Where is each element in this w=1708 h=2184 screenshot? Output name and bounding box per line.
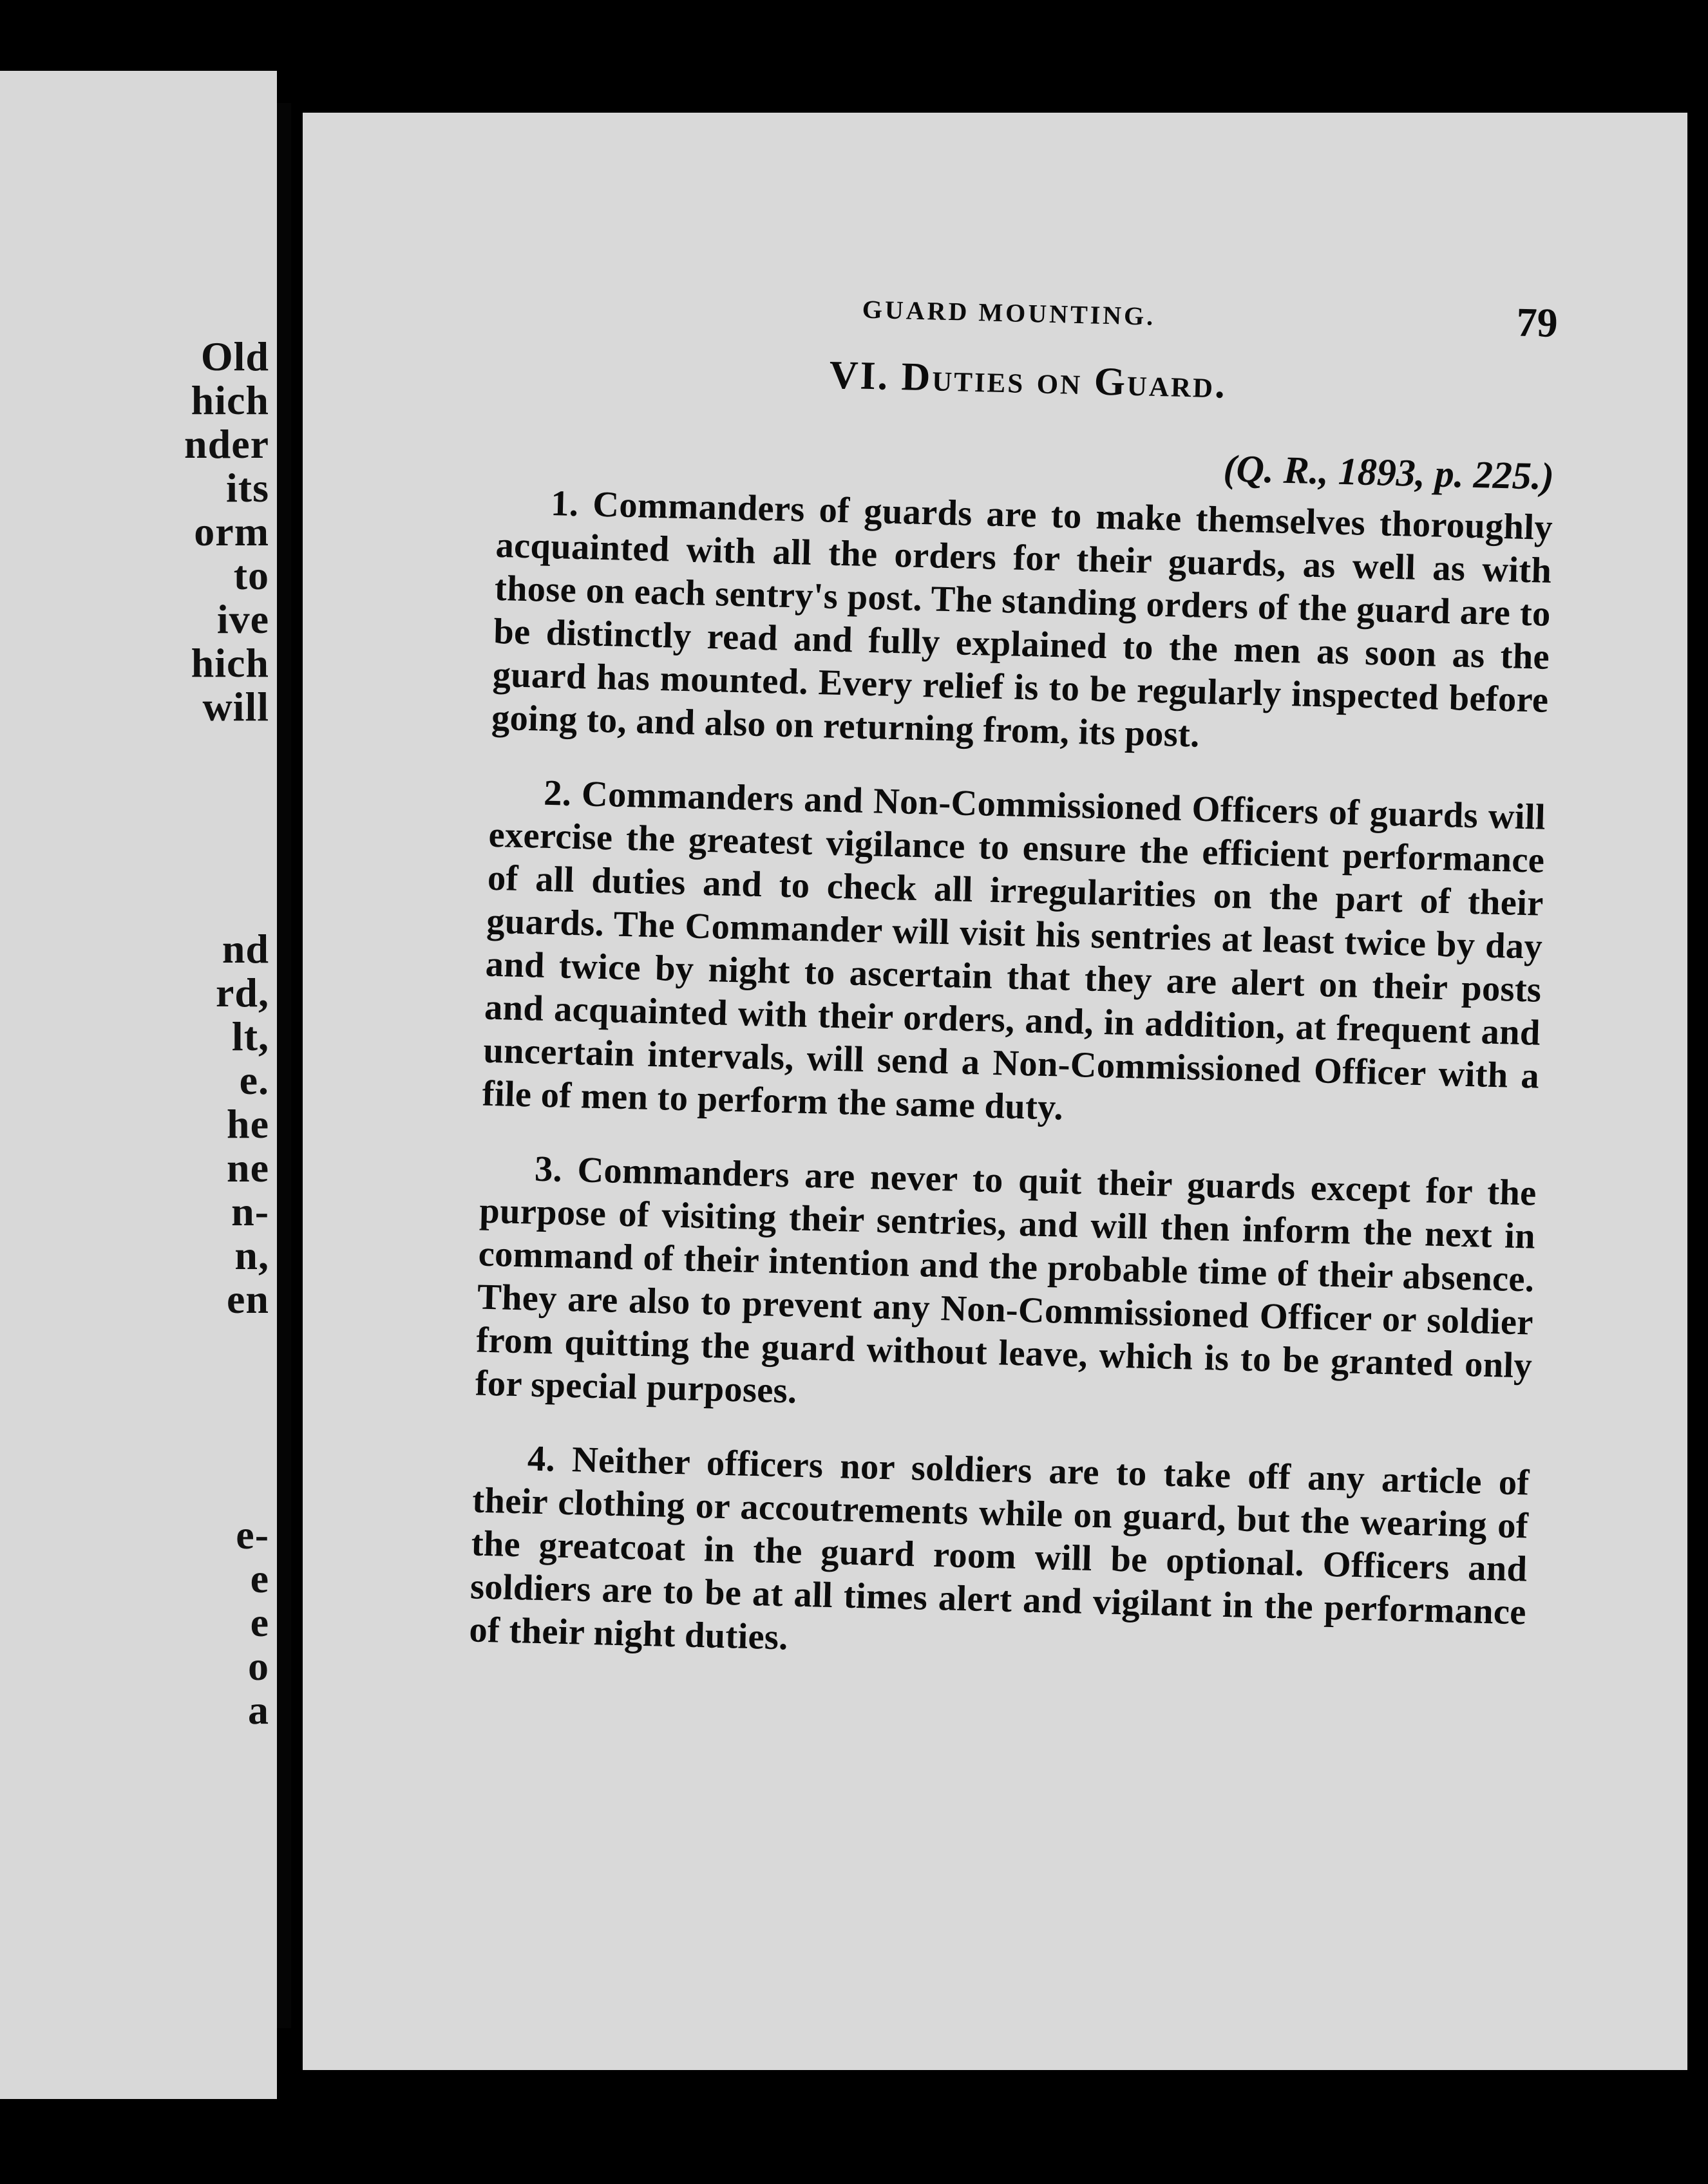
- paragraph-3: 3. Commanders are never to quit their guards except for the purpose of visiting their sentries, and will then inform the next in command of their intention and the probable time of their absence. They are also to prevent any Non-Commissioned Officer or soldier from quitting the guard without leave, which is to be granted only for special purposes.: [475, 1149, 1537, 1411]
- left-fragment: orm: [194, 509, 269, 554]
- page-number: 79: [1515, 299, 1559, 346]
- left-fragment-group-top: [184, 335, 269, 729]
- left-fragment: he: [227, 1101, 269, 1147]
- left-fragment: rd,: [216, 970, 269, 1015]
- left-fragment: hich: [191, 377, 269, 423]
- left-fragment: nder: [184, 421, 269, 467]
- left-fragment: n,: [234, 1232, 269, 1278]
- left-page-text-fragments: [76, 71, 269, 2099]
- left-fragment: e.: [239, 1057, 269, 1103]
- left-facing-page: [0, 71, 277, 2099]
- book-gutter: [277, 103, 291, 2028]
- paragraph-2: 2. Commanders and Non-Commissioned Officers of guards will exercise the greatest vigilance to ensure the efficient performance of all duties and to check all irregularities on the part of their guards. The Commander will visit his sentries at least twice by day and twice by night to ascertain that they are alert on their posts and acquainted with their orders, and, in addition, at frequent and uncertain intervals, will send a Non-Commissioned Officer with a file of men to perform the same duty.: [482, 773, 1546, 1128]
- left-fragment: en: [227, 1276, 269, 1322]
- left-fragment: Old: [200, 334, 269, 379]
- left-fragment: o: [248, 1643, 269, 1689]
- left-fragment: to: [233, 552, 269, 598]
- running-header: [501, 274, 1559, 357]
- left-fragment: hich: [191, 640, 269, 686]
- left-fragment: ne: [227, 1145, 269, 1191]
- left-fragment: e: [250, 1556, 269, 1601]
- paragraph-4: 4. Neither officers nor soldiers are to take off any article of their clothing or accoutrements while on guard, but the wearing of the greatcoat in the guard room will be optional. Officers and soldiers are to be at all times alert and vigilant in the performance of their night duties.: [468, 1438, 1530, 1658]
- left-fragment: ive: [216, 596, 269, 642]
- left-fragment: n-: [231, 1189, 269, 1234]
- left-fragment: will: [202, 684, 269, 730]
- left-fragment: its: [226, 465, 269, 511]
- left-fragment: e: [250, 1599, 269, 1645]
- left-fragment: e-: [236, 1512, 269, 1558]
- running-title: GUARD MOUNTING.: [862, 294, 1156, 331]
- page-content: [469, 274, 1559, 1677]
- left-fragment: nd: [222, 926, 269, 972]
- left-fragment: a: [248, 1687, 269, 1733]
- left-fragment: lt,: [231, 1013, 269, 1059]
- left-fragment-group-bottom: [236, 1513, 269, 1732]
- section-heading: VI. Duties on Guard.: [828, 353, 1228, 407]
- citation: (Q. R., 1893, p. 225.): [1222, 447, 1555, 498]
- right-page: [303, 113, 1687, 2070]
- paragraph-1: 1. Commanders of guards are to make themselves thoroughly acquainted with all the orders for their guards, as well as with those on each sentry's post. The standing orders of the guard are to be distinctly read and fully explained to the men as soon as the guard has mounted. Every relief is to be regularly inspected before going to, and also on returning from, its post.: [491, 483, 1553, 755]
- left-fragment-group-middle: [216, 927, 269, 1321]
